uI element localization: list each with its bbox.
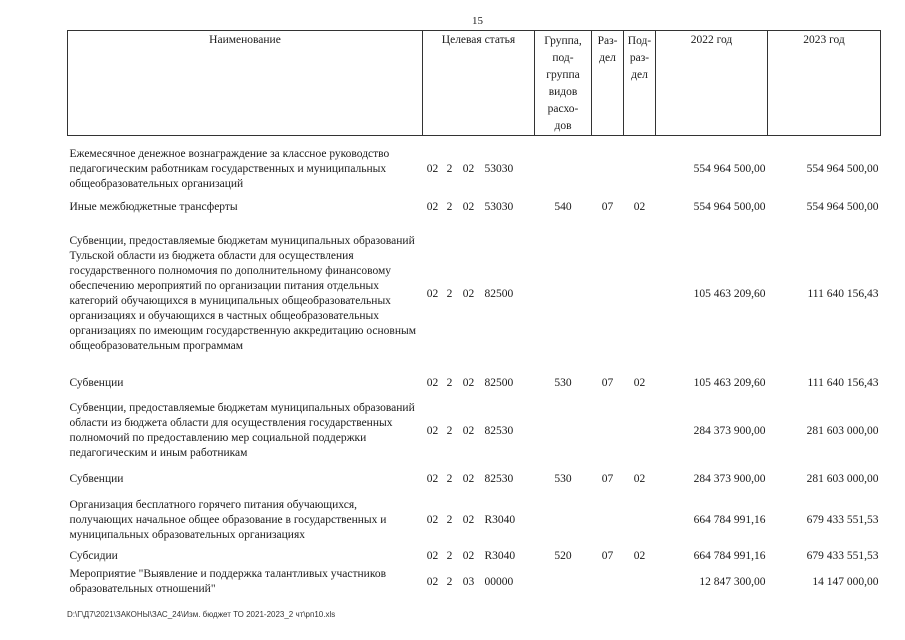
row-amount-2022: 554 964 500,00 [693, 200, 766, 213]
target-subprogram: 2 [446, 287, 453, 300]
file-path-footer: D:\Г\Д7\2021\ЗАКОНЫ\ЗАС_24\Изм. бюджет ТО 2021-2023_2 чт\рп10.xls [67, 610, 336, 619]
row-section [592, 220, 624, 368]
row-name: Иные межбюджетные трансферты [69, 200, 238, 213]
target-code: 82500 [484, 376, 514, 389]
row-subsection [624, 566, 656, 598]
row-amount-2023: 111 640 156,43 [807, 287, 879, 300]
row-group: 540 [554, 200, 572, 213]
table-row [68, 398, 881, 464]
header-group-line: дов [554, 120, 572, 132]
row-section [592, 494, 624, 546]
row-target [423, 494, 535, 546]
target-event: 02 [462, 200, 475, 213]
row-group [535, 566, 592, 598]
target-subprogram: 2 [446, 424, 453, 437]
row-target [423, 566, 535, 598]
target-subprogram: 2 [446, 162, 453, 175]
header-year-2022: 2022 год [656, 31, 768, 136]
header-subsection-line: дел [631, 69, 648, 81]
target-program: 02 [426, 200, 439, 213]
row-amount-2023: 14 147 000,00 [812, 575, 879, 588]
row-subsection: 02 [633, 472, 646, 485]
row-target [423, 220, 535, 368]
header-group-line: расхо- [547, 103, 579, 115]
target-subprogram: 2 [446, 200, 453, 213]
row-section [592, 398, 624, 464]
target-program: 02 [426, 287, 439, 300]
row-target [423, 398, 535, 464]
target-event: 03 [462, 575, 475, 588]
row-target [423, 194, 535, 220]
header-group [535, 31, 592, 136]
row-amount-2023: 554 964 500,00 [806, 200, 879, 213]
header-group-line: группа [546, 69, 580, 81]
target-subprogram: 2 [446, 376, 453, 389]
row-amount-2022: 664 784 991,16 [693, 549, 766, 562]
row-amount-2023: 281 603 000,00 [806, 424, 879, 437]
table-row [68, 546, 881, 566]
target-event: 02 [462, 472, 475, 485]
row-name: Субвенции [69, 472, 124, 485]
target-program: 02 [426, 575, 439, 588]
table-row [68, 566, 881, 598]
row-amount-2022: 105 463 209,60 [693, 287, 766, 300]
row-section: 07 [601, 200, 614, 213]
row-target [423, 144, 535, 194]
row-amount-2022: 664 784 991,16 [693, 513, 766, 526]
target-program: 02 [426, 424, 439, 437]
target-subprogram: 2 [446, 513, 453, 526]
row-subsection: 02 [633, 549, 646, 562]
row-name: Субвенции, предоставляемые бюджетам муниципальных образований Тульской области из бюджета области для осуществления государственного полномочия по дополнительному финансовому обеспечению мероприятий по организации питания отдельных категорий обучающихся в муниципальных общеобразовательных организациях и обучающихся в частных общеобразовательных организациях по имеющим государственную аккредитацию основным общеобразовательным программам [69, 235, 417, 352]
row-group [535, 144, 592, 194]
row-section: 07 [601, 376, 614, 389]
row-group: 520 [554, 549, 572, 562]
target-event: 02 [462, 549, 475, 562]
row-amount-2023: 679 433 551,53 [806, 549, 879, 562]
target-program: 02 [426, 376, 439, 389]
row-section [592, 144, 624, 194]
row-amount-2023: 111 640 156,43 [807, 376, 879, 389]
budget-table [67, 30, 881, 598]
row-group [535, 220, 592, 368]
row-name: Субвенции [69, 376, 124, 389]
row-subsection [624, 220, 656, 368]
row-section: 07 [601, 549, 614, 562]
target-code: 82530 [484, 472, 514, 485]
header-target: Целевая статья [423, 31, 535, 136]
row-amount-2023: 554 964 500,00 [806, 162, 879, 175]
header-section-line: Раз- [597, 35, 618, 47]
target-subprogram: 2 [446, 575, 453, 588]
row-group: 530 [554, 376, 572, 389]
row-target [423, 546, 535, 566]
row-amount-2022: 554 964 500,00 [693, 162, 766, 175]
table-row [68, 494, 881, 546]
target-event: 02 [462, 287, 475, 300]
row-subsection [624, 494, 656, 546]
row-subsection: 02 [633, 376, 646, 389]
target-event: 02 [462, 513, 475, 526]
row-amount-2023: 281 603 000,00 [806, 472, 879, 485]
target-event: 02 [462, 424, 475, 437]
header-subsection [624, 31, 656, 136]
header-group-line: под- [552, 52, 574, 64]
row-group [535, 398, 592, 464]
target-code: 82500 [484, 287, 514, 300]
target-code: 53030 [484, 200, 514, 213]
row-subsection [624, 144, 656, 194]
target-code: 82530 [484, 424, 514, 437]
header-name: Наименование [68, 31, 423, 136]
row-amount-2022: 284 373 900,00 [693, 472, 766, 485]
row-amount-2023: 679 433 551,53 [806, 513, 879, 526]
header-section-line: дел [599, 52, 616, 64]
target-event: 02 [462, 376, 475, 389]
header-section [592, 31, 624, 136]
target-code: 00000 [484, 575, 514, 588]
header-year-2023: 2023 год [768, 31, 881, 136]
row-subsection: 02 [633, 200, 646, 213]
target-event: 02 [462, 162, 475, 175]
target-program: 02 [426, 162, 439, 175]
row-section: 07 [601, 472, 614, 485]
row-group [535, 494, 592, 546]
row-name: Организация бесплатного горячего питания обучающихся, получающих начальное общее образование в государственных и муниципальных образовательных организациях [69, 498, 387, 541]
table-row [68, 220, 881, 368]
target-program: 02 [426, 472, 439, 485]
target-subprogram: 2 [446, 549, 453, 562]
row-name: Субвенции, предоставляемые бюджетам муниципальных образований области из бюджета области для осуществления государственных полномочий по предоставлению мер социальной поддержки педагогическим и иным работникам [69, 402, 415, 459]
target-code: R3040 [484, 549, 516, 562]
row-target [423, 368, 535, 398]
row-amount-2022: 105 463 209,60 [693, 376, 766, 389]
header-group-line: Группа, [544, 35, 582, 47]
target-subprogram: 2 [446, 472, 453, 485]
row-target [423, 464, 535, 494]
target-program: 02 [426, 549, 439, 562]
table-row [68, 464, 881, 494]
row-name: Субсидии [69, 549, 118, 562]
row-amount-2022: 12 847 300,00 [699, 575, 766, 588]
row-amount-2022: 284 373 900,00 [693, 424, 766, 437]
header-subsection-line: Под- [627, 35, 652, 47]
table-row [68, 194, 881, 220]
row-group: 530 [554, 472, 572, 485]
row-name: Мероприятие "Выявление и поддержка талантливых участников образовательных отношений" [69, 568, 387, 595]
table-row [68, 368, 881, 398]
table-header-row [68, 31, 881, 136]
page-number: 15 [472, 15, 483, 27]
header-group-line: видов [548, 86, 578, 98]
target-code: R3040 [484, 513, 516, 526]
table-row [68, 144, 881, 194]
target-program: 02 [426, 513, 439, 526]
target-code: 53030 [484, 162, 514, 175]
row-section [592, 566, 624, 598]
row-subsection [624, 398, 656, 464]
header-subsection-line: раз- [629, 52, 650, 64]
row-name: Ежемесячное денежное вознаграждение за классное руководство педагогическим работникам государственных и муниципальных общеобразовательных организаций [69, 147, 390, 190]
